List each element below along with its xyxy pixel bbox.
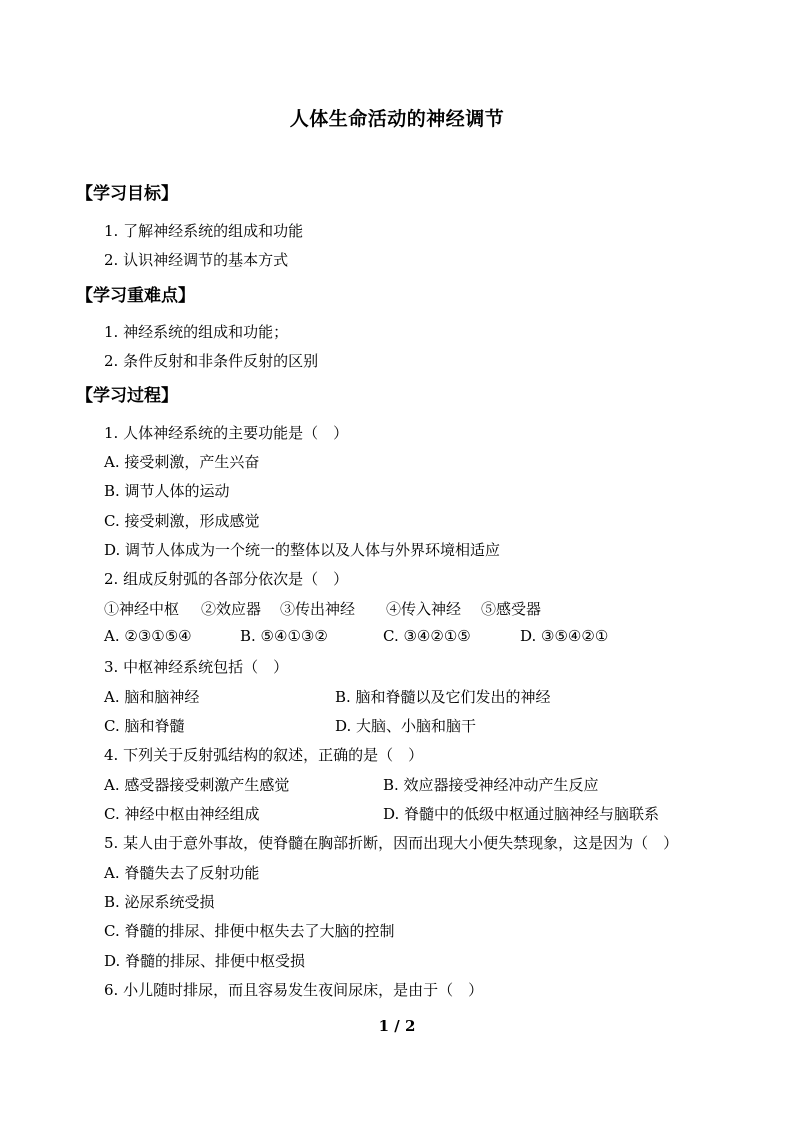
reflex-part: ②效应器 bbox=[201, 600, 262, 618]
answer-option: A. 感受器接受刺激产生感觉 bbox=[104, 776, 290, 794]
page-number: 1 / 2 bbox=[378, 1017, 416, 1035]
reflex-part: ③传出神经 bbox=[280, 600, 356, 618]
answer-option: C. 脑和脊髓 bbox=[104, 717, 185, 735]
reflex-part: ④传入神经 bbox=[386, 600, 462, 618]
section-heading-goals: 【学习目标】 bbox=[76, 184, 178, 204]
answer-option: B. 效应器接受神经冲动产生反应 bbox=[383, 776, 599, 794]
answer-option: C. 神经中枢由神经组成 bbox=[104, 805, 260, 823]
answer-option: B. 脑和脊髓以及它们发出的神经 bbox=[335, 688, 551, 706]
answer-option: C. 接受刺激，形成感觉 bbox=[104, 512, 260, 530]
answer-option: D. 调节人体成为一个统一的整体以及人体与外界环境相适应 bbox=[104, 541, 501, 559]
reflex-part: ⑤感受器 bbox=[481, 600, 542, 618]
question-stem: 6. 小儿随时排尿，而且容易发生夜间尿床，是由于（ ） bbox=[104, 981, 484, 999]
answer-option: B. ⑤④①③② bbox=[240, 627, 328, 645]
answer-option: D. 脊髓中的低级中枢通过脑神经与脑联系 bbox=[383, 805, 660, 823]
section-heading-key-points: 【学习重难点】 bbox=[76, 286, 195, 306]
answer-option: A. 脑和脑神经 bbox=[104, 688, 200, 706]
answer-option: C. 脊髓的排尿、排便中枢失去了大脑的控制 bbox=[104, 922, 395, 940]
answer-option: A. ②③①⑤④ bbox=[104, 627, 192, 645]
answer-option: A. 脊髓失去了反射功能 bbox=[104, 864, 260, 882]
answer-option: B. 调节人体的运动 bbox=[104, 482, 230, 500]
answer-option: A. 接受刺激，产生兴奋 bbox=[104, 453, 260, 471]
key-point-item: 1. 神经系统的组成和功能； bbox=[104, 323, 289, 341]
question-stem: 2. 组成反射弧的各部分依次是（ ） bbox=[104, 570, 349, 588]
question-stem: 5. 某人由于意外事故，使脊髓在胸部折断，因而出现大小便失禁现象，这是因为（ ） bbox=[104, 834, 679, 852]
question-stem: 1. 人体神经系统的主要功能是（ ） bbox=[104, 424, 349, 442]
answer-option: C. ③④②①⑤ bbox=[383, 627, 471, 645]
answer-option: D. ③⑤④②① bbox=[520, 627, 609, 645]
reflex-part: ①神经中枢 bbox=[104, 600, 180, 618]
section-heading-process: 【学习过程】 bbox=[76, 386, 178, 406]
question-stem: 4. 下列关于反射弧结构的叙述，正确的是（ ） bbox=[104, 746, 424, 764]
goal-item: 2. 认识神经调节的基本方式 bbox=[104, 251, 289, 269]
answer-option: D. 脊髓的排尿、排便中枢受损 bbox=[104, 952, 306, 970]
answer-option: B. 泌尿系统受损 bbox=[104, 893, 215, 911]
key-point-item: 2. 条件反射和非条件反射的区别 bbox=[104, 352, 319, 370]
goal-item: 1. 了解神经系统的组成和功能 bbox=[104, 222, 304, 240]
page-title: 人体生命活动的神经调节 bbox=[289, 108, 505, 130]
question-stem: 3. 中枢神经系统包括（ ） bbox=[104, 658, 289, 676]
answer-option: D. 大脑、小脑和脑干 bbox=[335, 717, 477, 735]
